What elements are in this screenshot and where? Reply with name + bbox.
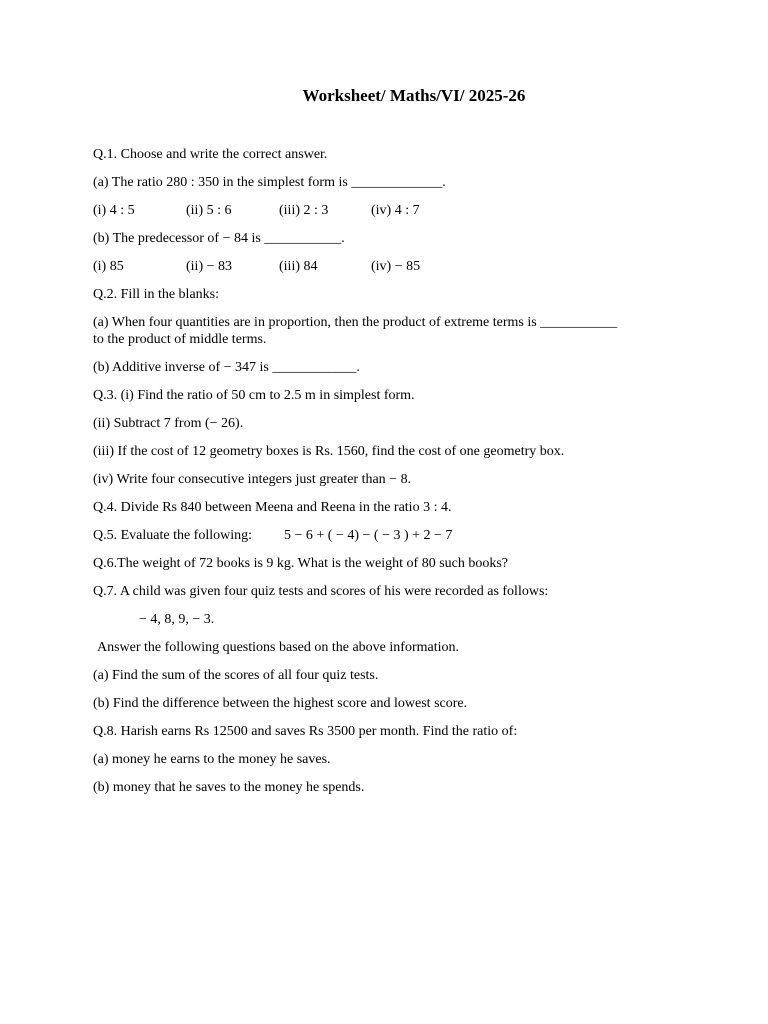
q8-part-b: (b) money that he saves to the money he spends.: [93, 780, 365, 795]
q7-part-a: (a) Find the sum of the scores of all four quiz tests.: [93, 668, 379, 683]
q1-a-option-3: (iii) 2 : 3: [279, 203, 329, 218]
q1-a-option-2: (ii) 5 : 6: [186, 203, 232, 218]
q3-part-iii: (iii) If the cost of 12 geometry boxes is Rs. 1560, find the cost of one geometry box.: [93, 444, 565, 459]
q7-part-b: (b) Find the difference between the highest score and lowest score.: [93, 696, 468, 711]
q1-a-option-4: (iv) 4 : 7: [371, 203, 420, 218]
q3-part-iv: (iv) Write four consecutive integers just greater than − 8.: [93, 472, 412, 487]
q7-heading: Q.7. A child was given four quiz tests and scores of his were recorded as follows:: [93, 584, 549, 599]
q2-part-a-line2: to the product of middle terms.: [93, 332, 267, 347]
q1-b-option-1: (i) 85: [93, 259, 124, 274]
q1-b-option-3: (iii) 84: [279, 259, 318, 274]
q1-b-option-4: (iv) − 85: [371, 259, 421, 274]
page-title: Worksheet/ Maths/VI/ 2025-26: [302, 86, 526, 105]
q1-part-b: (b) The predecessor of − 84 is ___________.: [93, 231, 345, 246]
q3-part-i: Q.3. (i) Find the ratio of 50 cm to 2.5 m in simplest form.: [93, 388, 415, 403]
q8-part-a: (a) money he earns to the money he saves.: [93, 752, 331, 767]
q1-a-option-1: (i) 4 : 5: [93, 203, 135, 218]
q7-scores: − 4, 8, 9, − 3.: [139, 612, 215, 627]
q1-heading: Q.1. Choose and write the correct answer.: [93, 147, 328, 162]
q4-text: Q.4. Divide Rs 840 between Meena and Reena in the ratio 3 : 4.: [93, 500, 452, 515]
q2-heading: Q.2. Fill in the blanks:: [93, 287, 219, 302]
q5-text: Q.5. Evaluate the following:: [93, 528, 253, 543]
q2-part-a-line1: (a) When four quantities are in proportion, then the product of extreme terms is ___________: [93, 315, 618, 330]
q7-instruction: Answer the following questions based on the above information.: [97, 640, 459, 655]
q2-part-b: (b) Additive inverse of − 347 is ____________.: [93, 360, 360, 375]
q3-part-ii: (ii) Subtract 7 from (− 26).: [93, 416, 244, 431]
q8-heading: Q.8. Harish earns Rs 12500 and saves Rs 3500 per month. Find the ratio of:: [93, 724, 518, 739]
q5-expression: 5 − 6 + ( − 4) − ( − 3 ) + 2 − 7: [284, 528, 453, 543]
q1-part-a: (a) The ratio 280 : 350 in the simplest form is _____________.: [93, 175, 446, 190]
q1-b-option-2: (ii) − 83: [186, 259, 232, 274]
q6-text: Q.6.The weight of 72 books is 9 kg. What is the weight of 80 such books?: [93, 556, 509, 571]
